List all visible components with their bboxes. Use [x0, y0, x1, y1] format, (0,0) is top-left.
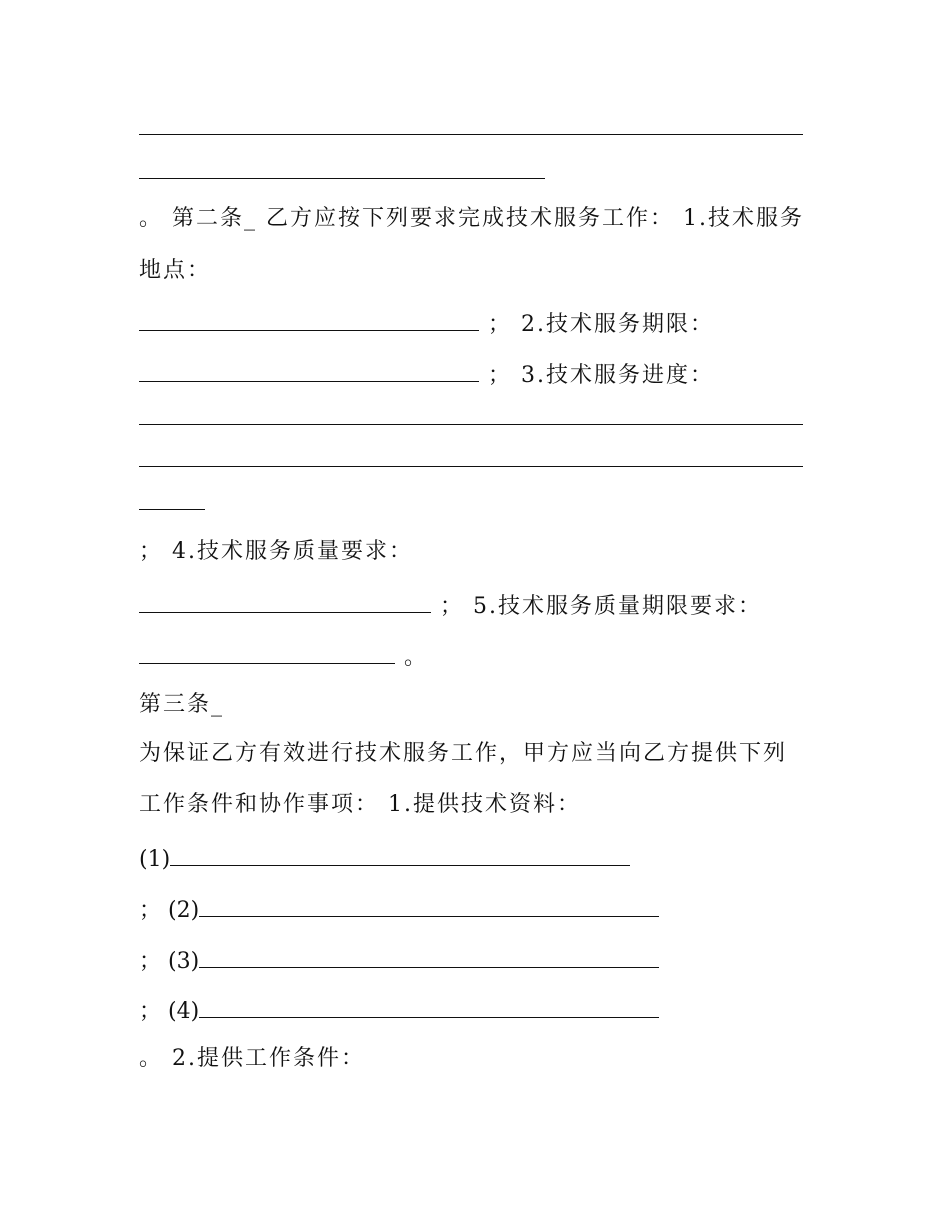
fill-blank[interactable] — [199, 894, 659, 917]
sub-item-1 — [139, 843, 630, 874]
article3-item-2: 2.提供工作条件： — [172, 1046, 366, 1071]
sub-item-label: (1) — [139, 847, 171, 872]
article2-line6 — [139, 590, 762, 621]
separator: ； — [440, 594, 465, 619]
item-5: 5.技术服务质量期限要求： — [473, 594, 763, 619]
separator: ； — [139, 539, 164, 564]
separator: ； — [139, 898, 162, 923]
article3-text-2: 工作条件和协作事项： — [139, 792, 380, 817]
blank-line — [139, 509, 205, 510]
fill-blank[interactable] — [170, 843, 630, 866]
article3-heading: 第三条_ — [139, 692, 225, 717]
item-2: 2.技术服务期限： — [521, 312, 715, 337]
sub-item-2 — [139, 894, 659, 925]
fill-blank[interactable] — [139, 641, 395, 664]
blank-line — [139, 424, 803, 425]
article2-line5 — [139, 538, 413, 566]
sub-item-label: (4) — [168, 999, 200, 1024]
sub-item-label: (3) — [168, 949, 200, 974]
article3-text-1: 为保证乙方有效进行技术服务工作，甲方应当向乙方提供下列 — [139, 741, 788, 766]
blank-line — [139, 134, 803, 135]
separator: ； — [139, 999, 162, 1024]
blank-line — [139, 466, 803, 467]
article3-item-1: 1.提供技术资料： — [388, 792, 582, 817]
fill-blank[interactable] — [139, 590, 431, 613]
article2-intro: 乙方应按下列要求完成技术服务工作： — [266, 206, 675, 231]
article3-line2 — [139, 791, 581, 819]
fill-blank[interactable] — [139, 359, 479, 382]
fill-blank[interactable] — [199, 995, 659, 1018]
article3-item-2-line — [139, 1045, 365, 1073]
sub-item-4 — [139, 995, 659, 1026]
separator: ； — [488, 312, 513, 337]
item-1: 1.技术服务 — [683, 206, 805, 231]
sub-item-label: (2) — [168, 898, 200, 923]
lead-punct: 。 — [139, 1046, 164, 1071]
article3-heading-line — [139, 691, 224, 719]
article2-line1 — [139, 205, 804, 233]
separator: ； — [488, 363, 513, 388]
item-4: 4.技术服务质量要求： — [172, 539, 414, 564]
article2-line4 — [139, 359, 714, 390]
article2-line3 — [139, 308, 714, 339]
item-3: 3.技术服务进度： — [521, 363, 715, 388]
lead-punct: 。 — [139, 206, 164, 231]
article2-line2 — [139, 257, 211, 285]
fill-blank[interactable] — [139, 308, 479, 331]
sub-item-3 — [139, 945, 659, 976]
end-punct: 。 — [404, 645, 429, 670]
separator: ； — [139, 949, 162, 974]
fill-blank[interactable] — [199, 945, 659, 968]
article2-line7 — [139, 641, 428, 672]
article3-line1 — [139, 740, 787, 768]
item-1-cont: 地点： — [139, 258, 212, 283]
article2-heading: 第二条_ — [172, 206, 258, 231]
blank-line — [139, 178, 545, 179]
